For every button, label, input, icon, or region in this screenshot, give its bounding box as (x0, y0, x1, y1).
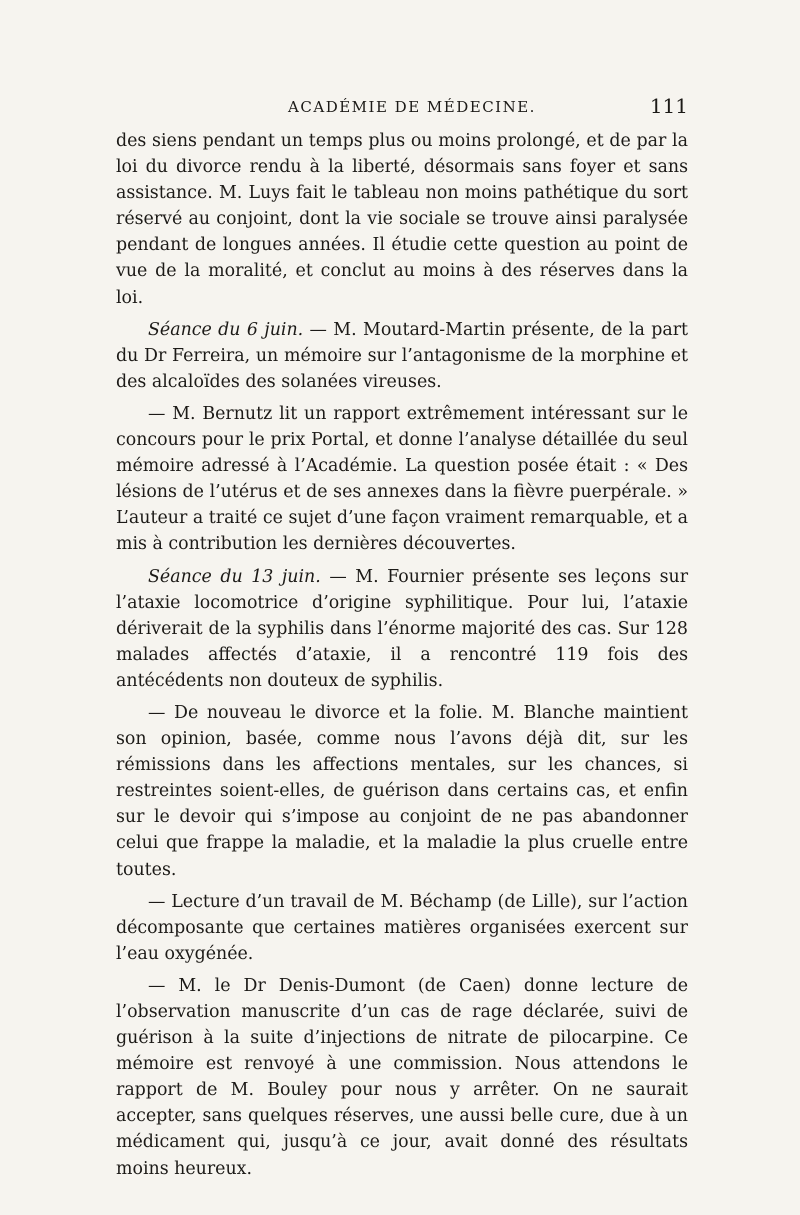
paragraph-bechamp (116, 889, 688, 967)
paragraph-2-text: — M. Moutard-Martin présente, de la part du Dr Ferreira, un mémoire sur l’antagonisme de la morphine et des alcaloïdes des solanées vireuses. (116, 319, 688, 392)
paragraph-6-text: — Lecture d’un travail de M. Béchamp (de Lille), sur l’action décomposante que certaines matières organisées exercent sur l’eau oxygénée. (116, 891, 688, 964)
paragraph-4-text: — M. Fournier présente ses leçons sur l’ataxie locomotrice d’origine syphilitique. Pour lui, l’ataxie dériverait de la syphilis dans l’énorme majorité des cas. Sur 128 malades affectés d’ataxie, il a rencontré 119 fois des antécédents non douteux de syphilis. (116, 566, 689, 691)
seance-date-13-juin: Séance du 13 juin. (148, 566, 321, 587)
running-header-title: ACADÉMIE DE MÉDECINE. (288, 98, 536, 116)
body-text (116, 128, 688, 1182)
page-number: 111 (649, 94, 688, 118)
paragraph-1-text: des siens pendant un temps plus ou moins prolongé, et de par la loi du divorce rendu à la liberté, désormais sans foyer et sans assistance. M. Luys fait le tableau non moins pathétique du sort réservé au conjoint, dont la vie sociale se trouve ainsi paralysée pendant de longues années. Il étudie cette question au point de vue de la moralité, et conclut au moins à des réserves dans la loi. (116, 131, 688, 308)
paragraph-7-text: — M. le Dr Denis-Dumont (de Caen) donne lecture de l’observation manuscrite d’un cas de rage déclarée, suivi de guérison à la suite d’injections de nitrate de pilocarpine. Ce mémoire est renvoyé à une commission. Nous attendons le rapport de M. Bouley pour nous y arrêter. On ne saurait accepter, sans quelques réserves, une aussi belle cure, due à un médicament qui, jusqu’à ce jour, avait donné des résultats moins heureux. (116, 975, 688, 1179)
paragraph-seance-6-juin (116, 317, 688, 395)
paragraph-1 (116, 128, 688, 311)
paragraph-5-text: — De nouveau le divorce et la folie. M. Blanche maintient son opinion, basée, comme nous l’avons déjà dit, sur les rémissions dans les affections mentales, sur les chances, si restreintes soient-elles, de guérison dans certains cas, et enfin sur le devoir qui s’impose au conjoint de ne pas abandonner celui que frappe la maladie, et la maladie la plus cruelle entre toutes. (116, 702, 688, 880)
paragraph-bernutz (116, 401, 688, 558)
paragraph-3-text: — M. Bernutz lit un rapport extrêmement intéressant sur le concours pour le prix Portal, et donne l’analyse détaillée du seul mémoire adressé à l’Académie. La question posée était : « Des lésions de l’utérus et de ses annexes dans la fièvre puerpérale. » L’auteur a traité ce sujet d’une façon vraiment remarquable, et a mis à contribution les dernières découvertes. (116, 403, 688, 555)
seance-date-6-juin: Séance du 6 juin. (148, 319, 304, 340)
paragraph-divorce-folie (116, 700, 688, 883)
running-header (116, 94, 688, 124)
paragraph-denis-dumont (116, 973, 688, 1182)
paragraph-seance-13-juin (116, 564, 688, 694)
